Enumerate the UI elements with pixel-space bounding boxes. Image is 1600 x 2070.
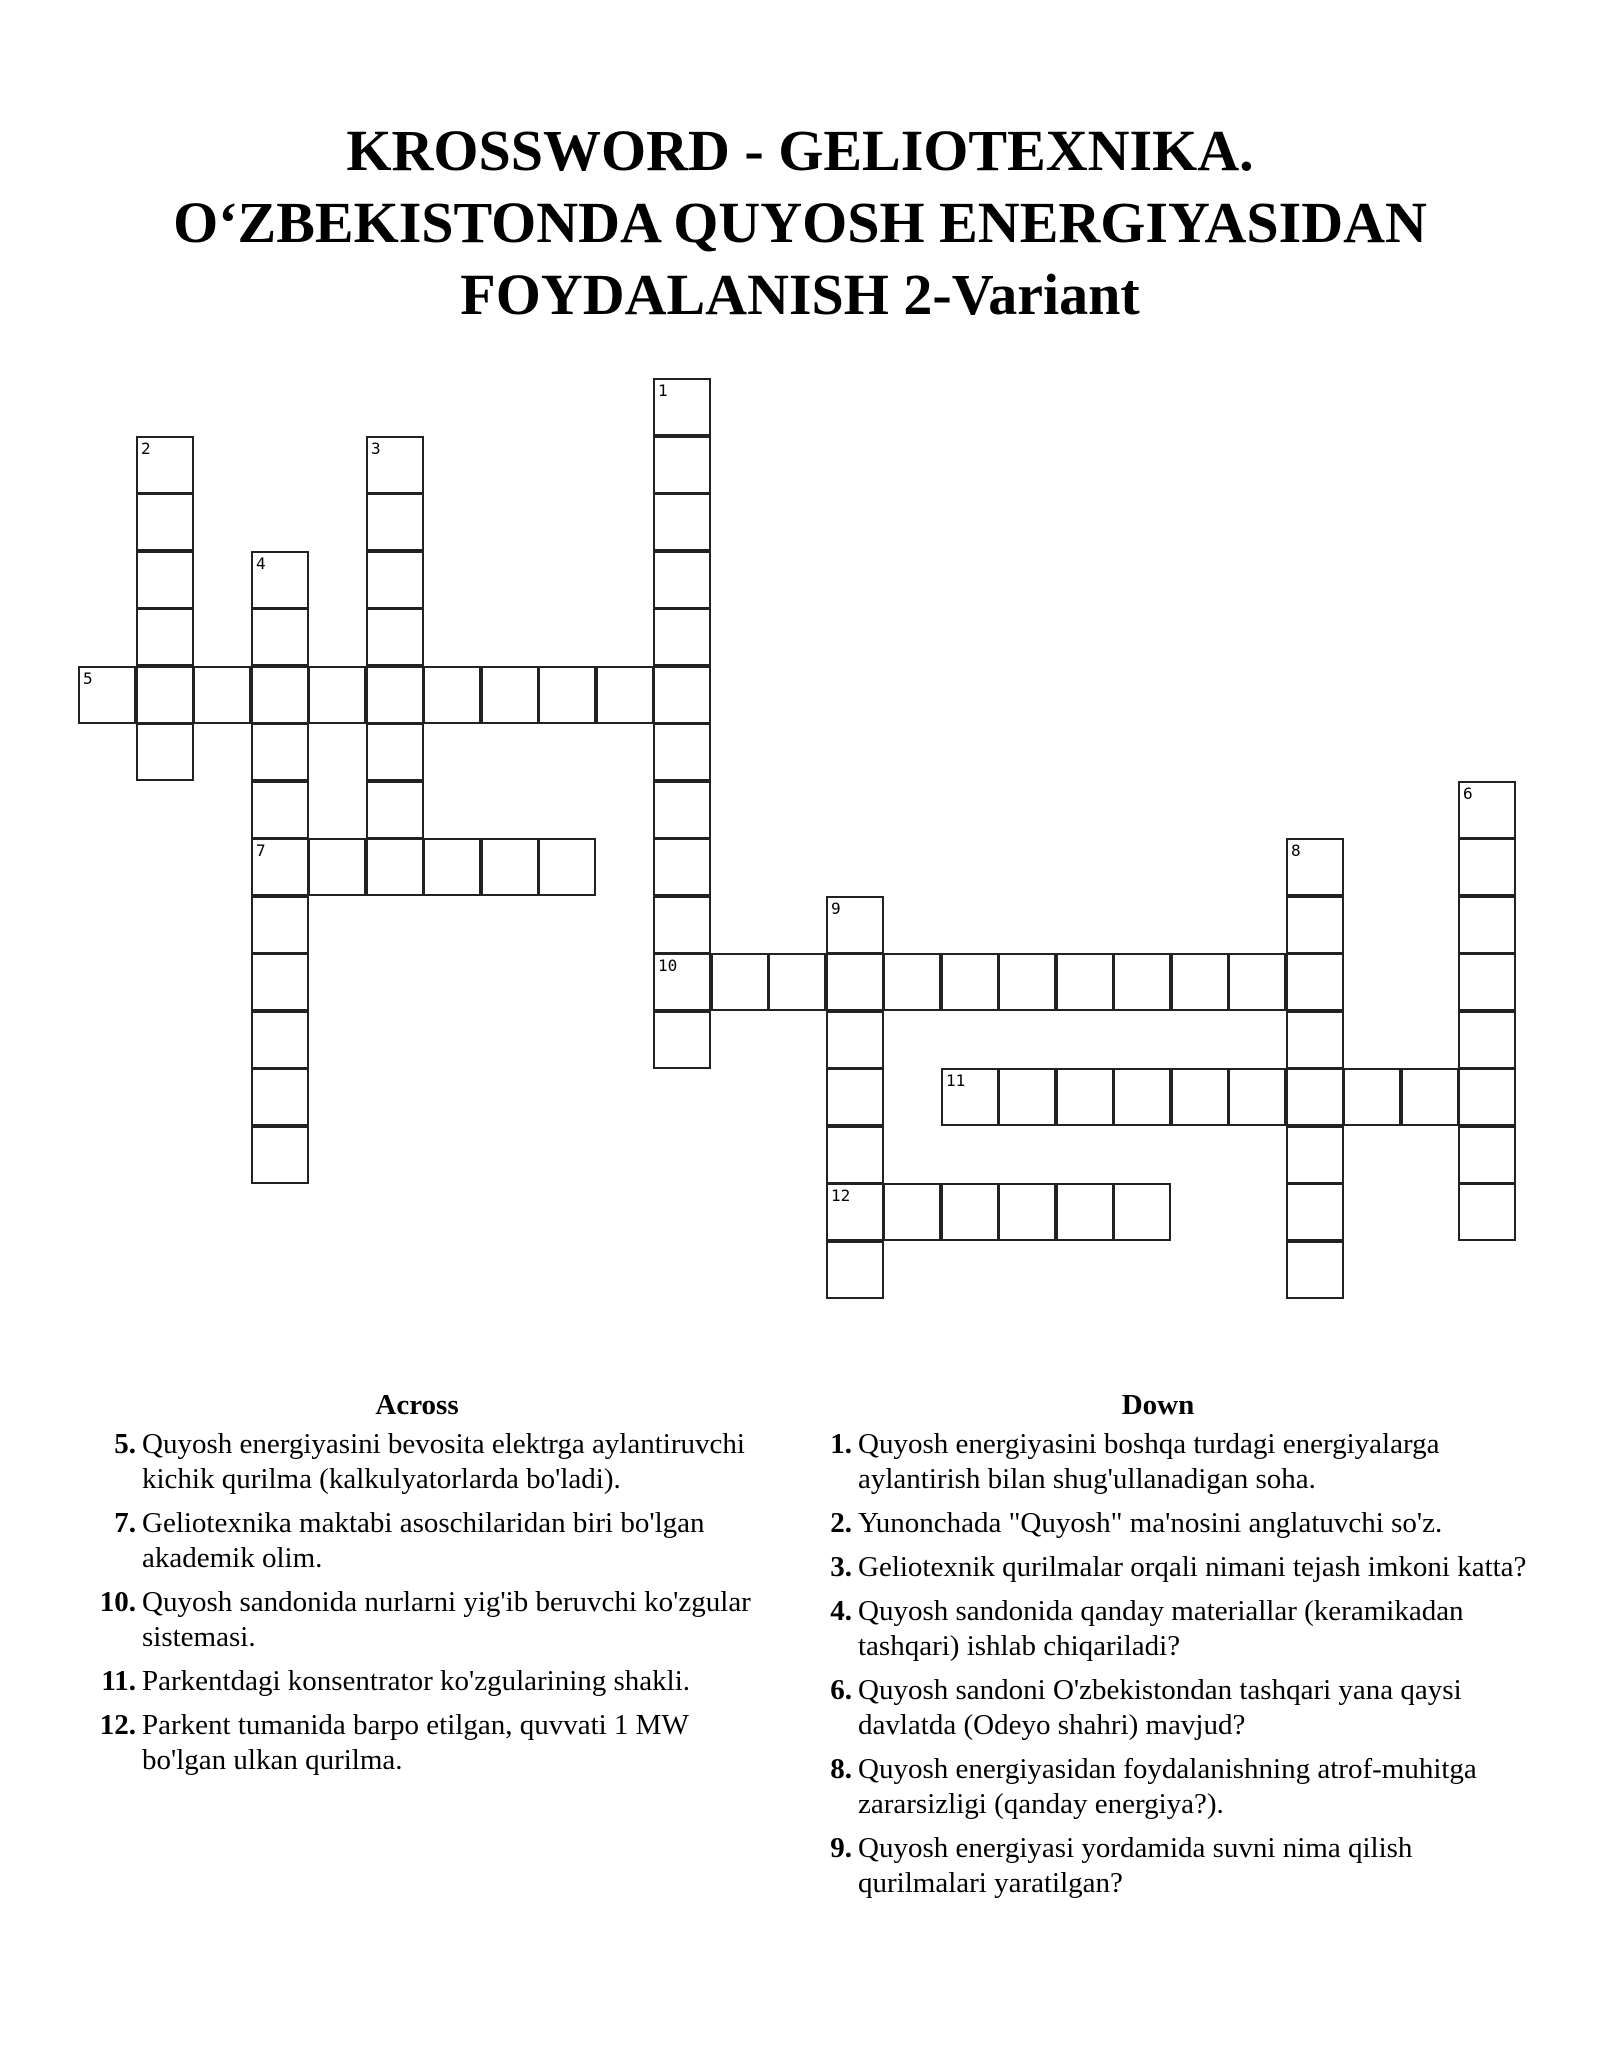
crossword-cell[interactable] [366, 608, 424, 666]
crossword-cell[interactable] [1401, 1068, 1459, 1126]
crossword-cell[interactable] [481, 666, 539, 724]
crossword-cell[interactable] [1113, 1183, 1171, 1241]
across-clue [72, 1427, 762, 1497]
cell-number: 1 [658, 381, 668, 400]
crossword-cell[interactable] [308, 666, 366, 724]
crossword-cell[interactable] [653, 838, 711, 896]
crossword-cell[interactable] [768, 953, 826, 1011]
cell-number: 10 [658, 956, 678, 975]
crossword-cell[interactable] [1458, 1126, 1516, 1184]
crossword-cell[interactable] [653, 896, 711, 954]
crossword-cell[interactable] [1286, 1068, 1344, 1126]
down-clue [788, 1427, 1528, 1497]
crossword-cell[interactable] [251, 1126, 309, 1184]
crossword-cell[interactable] [883, 953, 941, 1011]
crossword-cell[interactable] [1113, 1068, 1171, 1126]
crossword-cell[interactable] [653, 378, 711, 436]
cell-number: 4 [256, 554, 266, 573]
crossword-cell[interactable] [826, 1241, 884, 1299]
clue-number: 6. [830, 1674, 852, 1706]
title-line-2: O‘ZBEKISTONDA QUYOSH ENERGIYASIDAN [173, 190, 1427, 255]
crossword-cell[interactable] [78, 666, 136, 724]
crossword-cell[interactable] [1056, 1068, 1114, 1126]
crossword-cell[interactable] [1286, 1126, 1344, 1184]
crossword-cell[interactable] [1458, 1011, 1516, 1069]
down-clue [788, 1506, 1528, 1541]
crossword-cell[interactable] [366, 436, 424, 494]
crossword-cell[interactable] [653, 493, 711, 551]
crossword-cell[interactable] [998, 1068, 1056, 1126]
crossword-cell[interactable] [1113, 953, 1171, 1011]
crossword-cell[interactable] [596, 666, 654, 724]
across-heading: Across [375, 1389, 459, 1421]
clue-text: Parkent tumanida barpo etilgan, quvvati 1 MW bo'lgan ulkan qurilma. [142, 1709, 689, 1776]
crossword-cell[interactable] [1458, 1068, 1516, 1126]
cell-number: 7 [256, 841, 266, 860]
clue-number: 3. [830, 1551, 852, 1583]
crossword-cell[interactable] [481, 838, 539, 896]
crossword-cell[interactable] [941, 953, 999, 1011]
clue-text: Quyosh sandonida nurlarni yig'ib beruvchi ko'zgular sistemasi. [142, 1586, 751, 1653]
title-line-3: FOYDALANISH 2-Variant [460, 262, 1140, 327]
crossword-cell[interactable] [1171, 953, 1229, 1011]
down-clues [788, 1388, 1528, 1910]
crossword-cell[interactable] [251, 666, 309, 724]
crossword-cell[interactable] [308, 838, 366, 896]
cell-number: 3 [371, 439, 381, 458]
clue-text: Quyosh energiyasini bevosita elektrga aylantiruvchi kichik qurilma (kalkulyatorlarda bo'ladi). [142, 1428, 745, 1495]
crossword-cell[interactable] [1056, 953, 1114, 1011]
crossword-cell[interactable] [366, 551, 424, 609]
crossword-cell[interactable] [251, 723, 309, 781]
crossword-cell[interactable] [366, 723, 424, 781]
clue-number: 9. [830, 1832, 852, 1864]
down-heading: Down [1121, 1389, 1195, 1421]
crossword-cell[interactable] [653, 1011, 711, 1069]
clue-number: 5. [114, 1428, 136, 1460]
crossword-cell[interactable] [653, 608, 711, 666]
crossword-cell[interactable] [1458, 1183, 1516, 1241]
across-clue [72, 1664, 762, 1699]
crossword-cell[interactable] [1343, 1068, 1401, 1126]
clue-text: Quyosh energiyasidan foydalanishning atrof-muhitga zararsizligi (qanday energiya?). [858, 1753, 1477, 1820]
clue-number: 7. [114, 1507, 136, 1539]
crossword-cell[interactable] [826, 1183, 884, 1241]
across-clue [72, 1585, 762, 1655]
down-clue [788, 1831, 1528, 1901]
across-clue [72, 1708, 762, 1778]
crossword-cell[interactable] [1458, 838, 1516, 896]
cell-number: 11 [946, 1071, 966, 1090]
crossword-cell[interactable] [423, 666, 481, 724]
clue-number: 1. [830, 1428, 852, 1460]
clue-text: Parkentdagi konsentrator ko'zgularining shakli. [142, 1665, 691, 1697]
crossword-cell[interactable] [193, 666, 251, 724]
crossword-cell[interactable] [136, 551, 194, 609]
crossword-cell[interactable] [826, 896, 884, 954]
crossword-cell[interactable] [711, 953, 769, 1011]
crossword-cell[interactable] [653, 781, 711, 839]
crossword-cell[interactable] [251, 1068, 309, 1126]
across-clues [72, 1388, 762, 1787]
clue-text: Quyosh sandoni O'zbekistondan tashqari yana qaysi davlatda (Odeyo shahri) mavjud? [858, 1674, 1462, 1741]
crossword-cell[interactable] [1286, 896, 1344, 954]
crossword-cell[interactable] [1228, 953, 1286, 1011]
crossword-cell[interactable] [251, 551, 309, 609]
crossword-cell[interactable] [251, 896, 309, 954]
crossword-cell[interactable] [1228, 1068, 1286, 1126]
crossword-cell[interactable] [251, 953, 309, 1011]
clue-number: 4. [830, 1595, 852, 1627]
cell-number: 6 [1463, 784, 1473, 803]
down-clue [788, 1673, 1528, 1743]
crossword-cell[interactable] [1458, 781, 1516, 839]
crossword-cell[interactable] [136, 608, 194, 666]
crossword-cell[interactable] [251, 608, 309, 666]
crossword-cell[interactable] [653, 723, 711, 781]
crossword-cell[interactable] [136, 723, 194, 781]
crossword-cell[interactable] [1056, 1183, 1114, 1241]
crossword-cell[interactable] [653, 666, 711, 724]
clue-text: Quyosh sandonida qanday materiallar (keramikadan tashqari) ishlab chiqariladi? [858, 1595, 1464, 1662]
crossword-cell[interactable] [1458, 953, 1516, 1011]
crossword-cell[interactable] [1171, 1068, 1229, 1126]
crossword-cell[interactable] [251, 781, 309, 839]
crossword-cell[interactable] [653, 551, 711, 609]
crossword-cell[interactable] [1286, 1011, 1344, 1069]
title-line-1: KROSSWORD - GELIOTEXNIKA. [346, 118, 1254, 183]
crossword-cell[interactable] [653, 953, 711, 1011]
down-clue [788, 1550, 1528, 1585]
clue-number: 11. [101, 1665, 136, 1697]
crossword-cell[interactable] [136, 436, 194, 494]
crossword-cell[interactable] [538, 838, 596, 896]
clue-number: 12. [99, 1709, 136, 1741]
crossword-cell[interactable] [1458, 896, 1516, 954]
cell-number: 5 [83, 669, 93, 688]
cell-number: 8 [1291, 841, 1301, 860]
crossword-cell[interactable] [941, 1183, 999, 1241]
crossword-cell[interactable] [251, 838, 309, 896]
crossword-cell[interactable] [136, 666, 194, 724]
crossword-cell[interactable] [1286, 1183, 1344, 1241]
clue-text: Geliotexnika maktabi asoschilaridan biri bo'lgan akademik olim. [142, 1507, 705, 1574]
crossword-cell[interactable] [826, 1011, 884, 1069]
clue-text: Yunonchada "Quyosh" ma'nosini anglatuvchi so'z. [858, 1507, 1443, 1539]
crossword-cell[interactable] [1286, 838, 1344, 896]
crossword-cell[interactable] [136, 493, 194, 551]
clue-number: 8. [830, 1753, 852, 1785]
crossword-cell[interactable] [941, 1068, 999, 1126]
crossword-cell[interactable] [1286, 1241, 1344, 1299]
crossword-cell[interactable] [251, 1011, 309, 1069]
crossword-cell[interactable] [366, 666, 424, 724]
crossword-cell[interactable] [366, 781, 424, 839]
cell-number: 9 [831, 899, 841, 918]
crossword-cell[interactable] [423, 838, 481, 896]
crossword-cell[interactable] [653, 436, 711, 494]
crossword-cell[interactable] [538, 666, 596, 724]
down-clue [788, 1752, 1528, 1822]
cell-number: 2 [141, 439, 151, 458]
crossword-cell[interactable] [826, 1068, 884, 1126]
down-clue [788, 1594, 1528, 1664]
crossword-cell[interactable] [1286, 953, 1344, 1011]
crossword-cell[interactable] [826, 953, 884, 1011]
crossword-cell[interactable] [366, 493, 424, 551]
crossword-cell[interactable] [998, 1183, 1056, 1241]
crossword-cell[interactable] [883, 1183, 941, 1241]
across-clue [72, 1506, 762, 1576]
crossword-cell[interactable] [826, 1126, 884, 1184]
crossword-cell[interactable] [998, 953, 1056, 1011]
clue-text: Quyosh energiyasini boshqa turdagi energiyalarga aylantirish bilan shug'ullanadigan soha. [858, 1428, 1440, 1495]
cell-number: 12 [831, 1186, 851, 1205]
clue-text: Geliotexnik qurilmalar orqali nimani tejash imkoni katta? [858, 1551, 1527, 1583]
clue-text: Quyosh energiyasi yordamida suvni nima qilish qurilmalari yaratilgan? [858, 1832, 1413, 1899]
crossword-cell[interactable] [366, 838, 424, 896]
clue-number: 10. [99, 1586, 136, 1618]
clue-number: 2. [830, 1507, 852, 1539]
